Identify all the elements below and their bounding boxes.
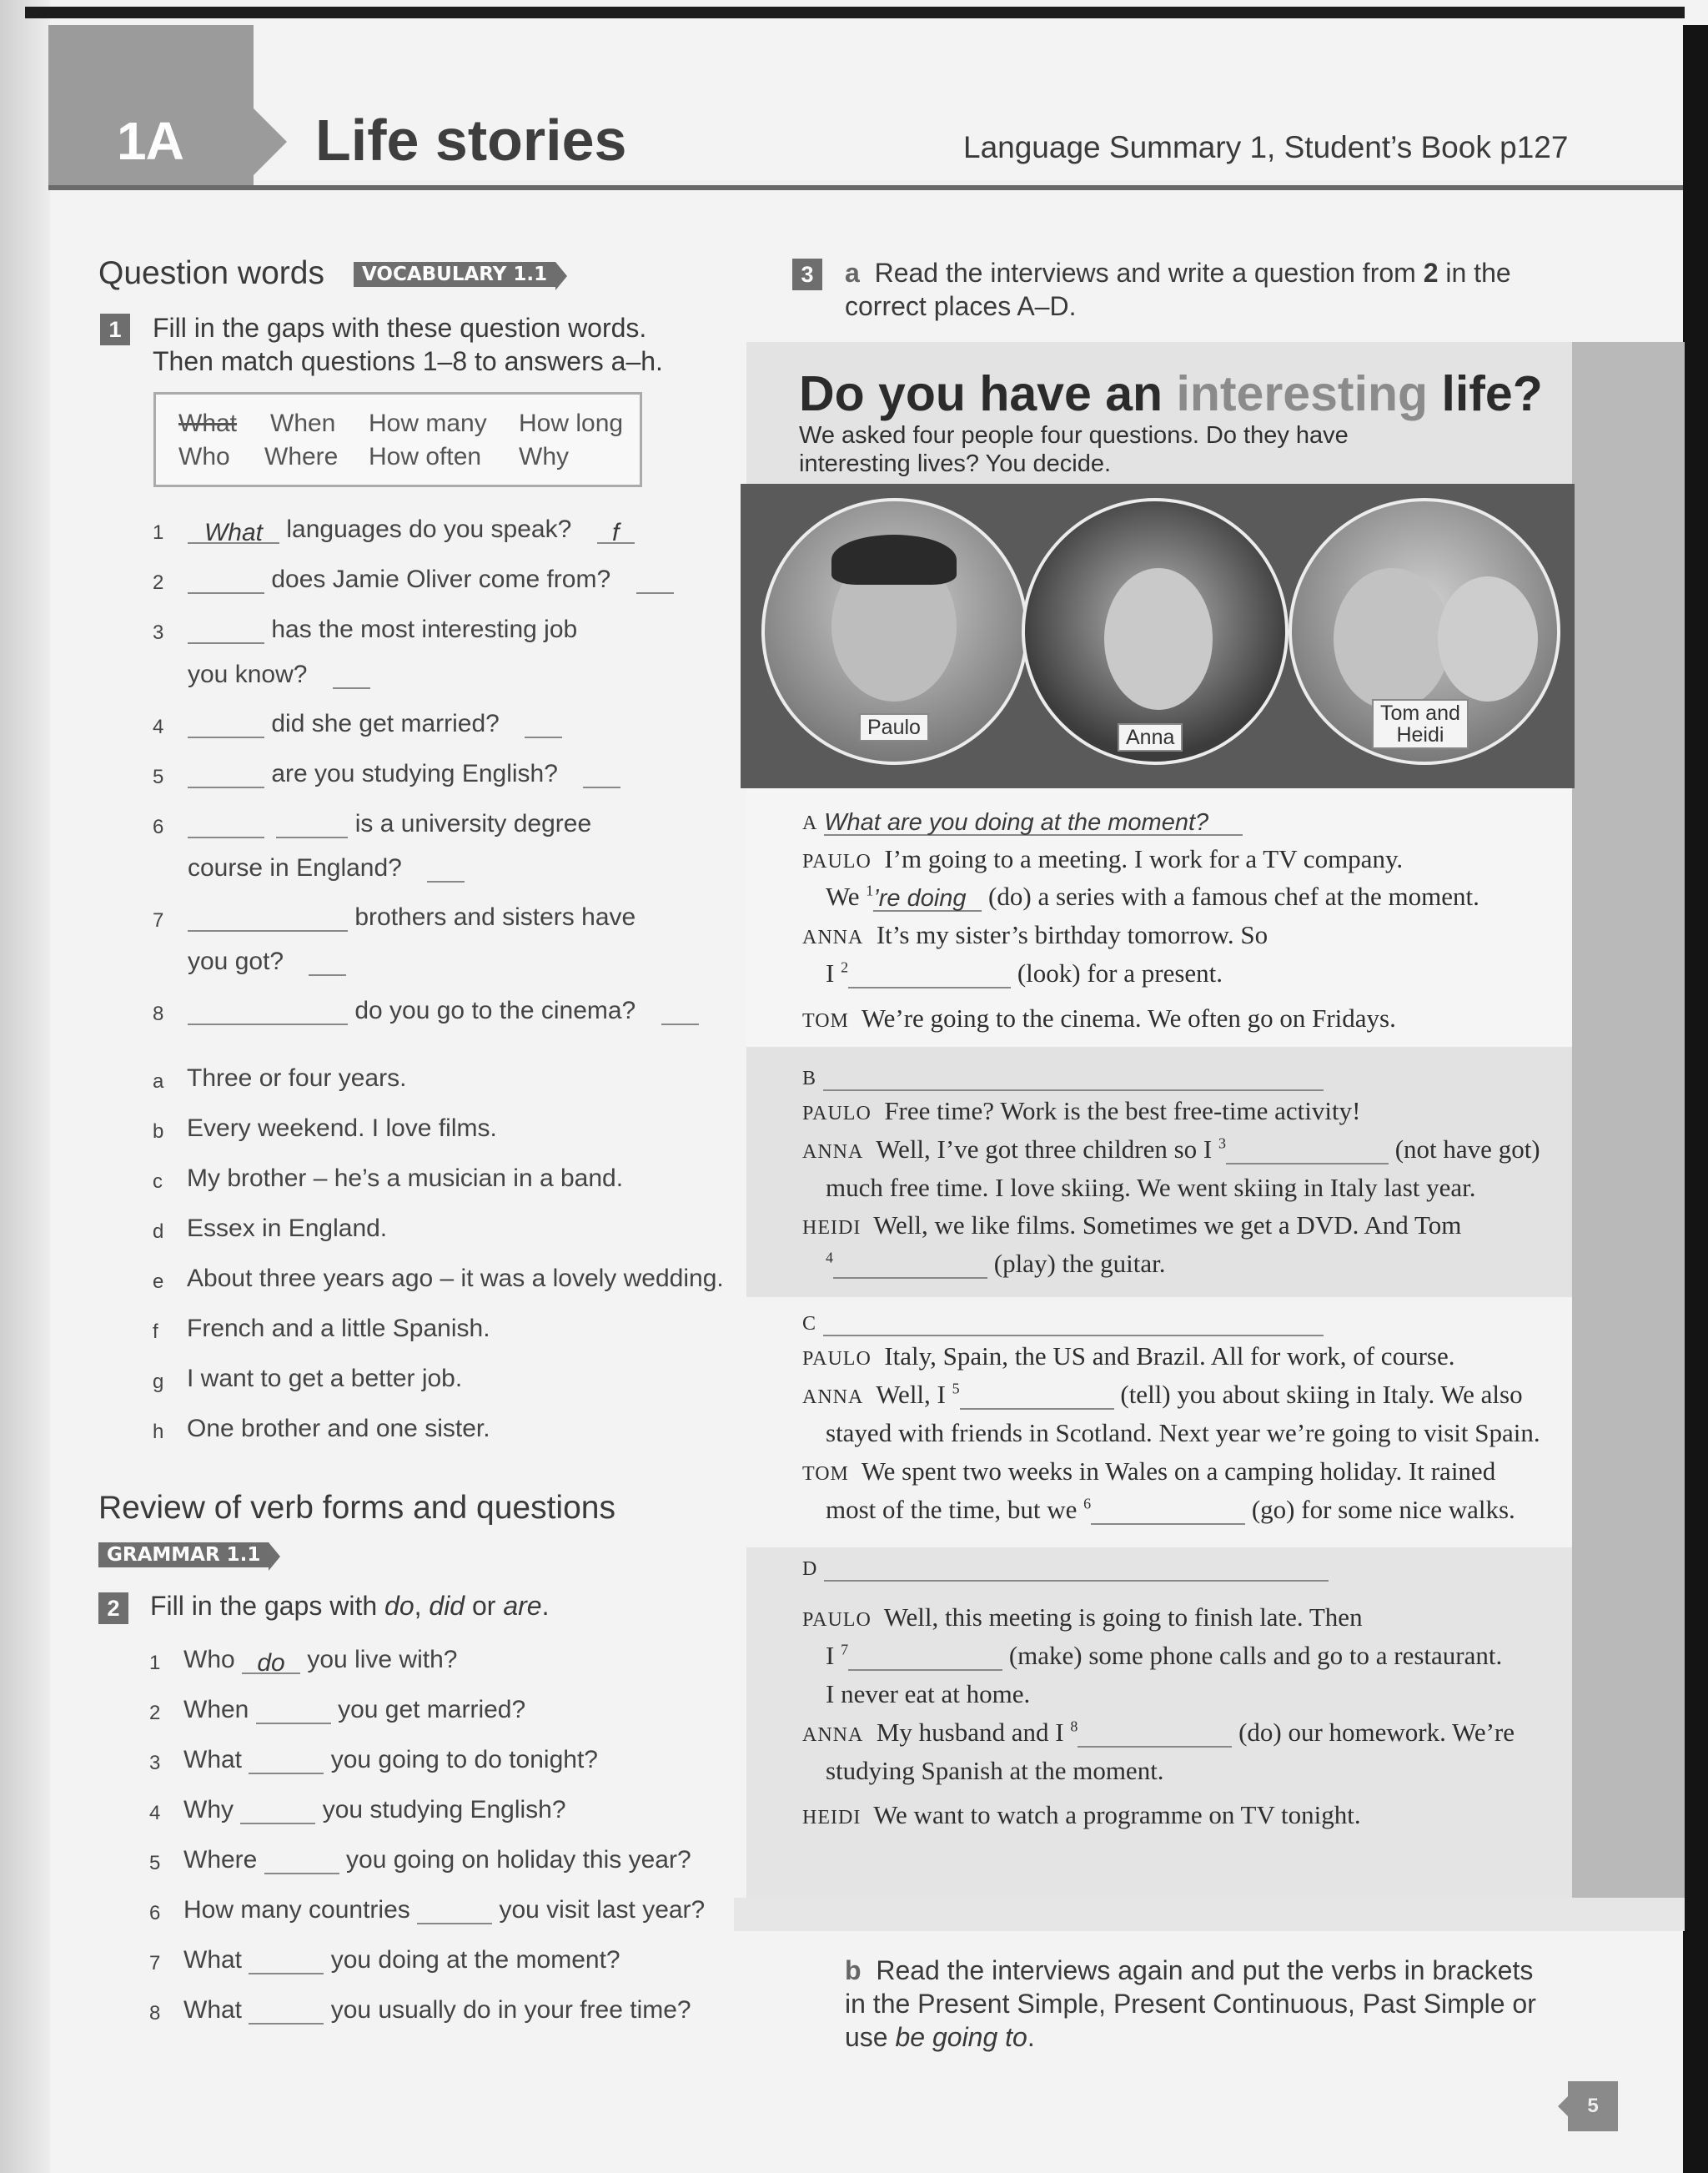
instruction-text: Read the interviews again and put the verbs in brackets (876, 1955, 1534, 1985)
question-text: has the most interesting job (271, 616, 578, 643)
answer-text: About three years ago – it was a lovely wedding. (187, 1265, 724, 1292)
word-box-item: Where (264, 443, 339, 470)
question-text: brothers and sisters have (354, 903, 636, 931)
item-text: Who (183, 1646, 235, 1673)
question-2 (188, 566, 674, 594)
question-text: you know? (188, 661, 308, 688)
match-blank[interactable] (333, 664, 370, 689)
answer-letter: f (153, 1320, 158, 1343)
speaker: ANNA (802, 1724, 864, 1746)
answer-blank[interactable] (188, 907, 348, 932)
label-tom-heidi (1372, 699, 1469, 749)
top-border (25, 7, 1685, 18)
answer-blank[interactable] (264, 1849, 339, 1874)
question-8 (188, 997, 699, 1025)
answer-letter: b (153, 1120, 164, 1143)
answer-blank[interactable] (188, 1000, 348, 1025)
answer-letter: c (153, 1170, 163, 1193)
vocabulary-tag: VOCABULARY 1.1 (354, 262, 555, 287)
line-text: We spent two weeks in Wales on a camping holiday. It rained (861, 1456, 1496, 1486)
instruction-line: Then match questions 1–8 to answers a–h. (153, 346, 663, 376)
question-label: C (802, 1313, 817, 1335)
interview-line (826, 1641, 1502, 1671)
question-label: B (802, 1068, 817, 1089)
item-number: 1 (149, 1652, 161, 1674)
item-text: you going on holiday this year? (346, 1846, 691, 1874)
instruction-text: Fill in the gaps with (150, 1591, 385, 1621)
gap-number: 1 (866, 882, 874, 899)
exercise-1-instruction (153, 311, 663, 378)
question-text: you got? (188, 948, 284, 975)
reference-text: Language Summary 1, Student’s Book p127 (963, 130, 1569, 164)
word-box-item: How long (519, 410, 624, 437)
question-3-cont (188, 661, 370, 689)
line-text: Well, I (876, 1380, 952, 1409)
interview-line (826, 1495, 1515, 1525)
instruction-text: in the (1438, 258, 1511, 288)
speaker: TOM (802, 1010, 849, 1032)
interview-line (802, 1210, 1461, 1240)
line-text: I (826, 958, 841, 988)
answer-text: One brother and one sister. (187, 1415, 490, 1442)
line-text: I never eat at home. (826, 1679, 1031, 1708)
item-text: you live with? (307, 1646, 458, 1673)
instruction-text: did (429, 1591, 465, 1621)
line-text: Free time? Work is the best free-time activity! (884, 1096, 1361, 1125)
interview-line (826, 1173, 1476, 1203)
speaker: PAULO (802, 851, 872, 873)
question-3 (188, 616, 577, 644)
interview-d-question (802, 1552, 1329, 1582)
article-title (799, 365, 1543, 422)
answer-blank[interactable]: What (188, 519, 279, 544)
item-text: you usually do in your free time? (330, 1996, 691, 2024)
grammar-item-5 (183, 1846, 691, 1874)
interview-line (802, 1718, 1515, 1748)
interview-line (802, 1341, 1454, 1371)
instruction-text: 2 (1423, 258, 1439, 288)
question-number: 4 (153, 716, 164, 738)
line-text: I (826, 1641, 841, 1670)
answer-blank[interactable] (256, 1699, 331, 1724)
gap-blank[interactable] (1091, 1500, 1245, 1525)
interview-b-question (802, 1061, 1324, 1091)
answer-letter: a (153, 1070, 164, 1093)
question-text: languages do you speak? (286, 516, 572, 543)
exercise-3-number: 3 (792, 259, 822, 290)
interview-line (802, 1096, 1360, 1126)
instruction-line: in the Present Simple, Present Continuous, Past Simple or (845, 1989, 1536, 2019)
interview-line (802, 1004, 1396, 1034)
match-blank[interactable]: f (597, 519, 635, 544)
line-text: (do) our homework. We’re (1232, 1718, 1515, 1747)
gap-number: 6 (1083, 1495, 1092, 1512)
match-blank[interactable] (583, 763, 620, 788)
exercise-1-number: 1 (100, 314, 130, 345)
hair-shape (831, 535, 957, 585)
grammar-item-4 (183, 1796, 566, 1824)
interview-line (826, 882, 1479, 912)
question-4 (188, 710, 562, 738)
gap-blank[interactable]: ’re doing (873, 885, 982, 912)
word-box-item: Why (519, 443, 569, 470)
interview-line (802, 1134, 1540, 1164)
instruction-text: Read the interviews and write a question from (874, 258, 1424, 288)
item-number: 7 (149, 1952, 161, 1974)
match-blank[interactable] (427, 858, 465, 883)
exercise-3a-instruction (845, 256, 1511, 323)
answer-letter: g (153, 1371, 164, 1393)
answer-blank[interactable] (276, 813, 348, 838)
word-box (153, 392, 642, 487)
title-highlight: interesting (1176, 366, 1429, 421)
item-number: 4 (149, 1802, 161, 1824)
item-text: Why (183, 1796, 234, 1823)
face-shape (1438, 576, 1538, 702)
answer-blank[interactable] (417, 1899, 492, 1924)
item-number: 2 (149, 1702, 161, 1724)
title-text: Do you have an (799, 366, 1177, 421)
answer-text: My brother – he’s a musician in a band. (187, 1164, 624, 1192)
gap-blank[interactable] (833, 1254, 987, 1279)
header-rule (48, 185, 1683, 190)
part-label: b (845, 1955, 862, 1985)
answer-blank[interactable] (249, 1749, 324, 1774)
answer-blank[interactable] (188, 763, 264, 788)
gap-blank[interactable] (1078, 1723, 1232, 1748)
line-text: (tell) you about skiing in Italy. We also (1113, 1380, 1523, 1409)
question-number: 5 (153, 766, 164, 788)
line-text: Well, I’ve got three children so I (876, 1134, 1218, 1164)
page-shadow (0, 0, 50, 2173)
instruction-line: correct places A–D. (845, 291, 1077, 321)
grammar-item-6 (183, 1896, 705, 1924)
page-number: 5 (1568, 2081, 1618, 2131)
line-text: We want to watch a programme on TV tonight. (873, 1800, 1361, 1829)
item-number: 5 (149, 1852, 161, 1874)
match-blank[interactable] (661, 1000, 699, 1025)
grammar-item-7 (183, 1946, 620, 1974)
question-text: course in England? (188, 854, 402, 882)
grammar-item-2 (183, 1696, 525, 1724)
title-text: life? (1428, 366, 1543, 421)
answer-text: I want to get a better job. (187, 1365, 463, 1392)
speaker: HEIDI (802, 1807, 862, 1828)
item-text: you visit last year? (499, 1896, 706, 1924)
item-number: 3 (149, 1752, 161, 1774)
item-number: 8 (149, 2002, 161, 2025)
item-text: What (183, 1996, 243, 2024)
question-blank[interactable] (823, 1311, 1324, 1336)
answer-blank[interactable] (188, 813, 264, 838)
item-text: you studying English? (322, 1796, 566, 1823)
instruction-text: do (384, 1591, 414, 1621)
section-title-question-words: Question words (98, 255, 324, 291)
item-number: 6 (149, 1902, 161, 1924)
page-edge (1683, 25, 1708, 2173)
answer-blank[interactable] (240, 1799, 315, 1824)
line-text: We’re going to the cinema. We often go on Fridays. (861, 1004, 1396, 1033)
item-text: When (183, 1696, 249, 1723)
word-box-item: When (270, 410, 336, 437)
question-7-cont (188, 948, 346, 976)
gap-number: 3 (1218, 1134, 1226, 1152)
gap-number: 7 (841, 1641, 849, 1658)
answer-text: Every weekend. I love films. (187, 1114, 497, 1142)
line-text: (go) for some nice walks. (1245, 1495, 1515, 1524)
question-number: 8 (153, 1003, 164, 1025)
line-text: Well, this meeting is going to finish late. Then (883, 1602, 1363, 1632)
gap-blank[interactable] (848, 963, 1011, 988)
answer-blank[interactable]: do (242, 1649, 300, 1674)
grammar-tag: GRAMMAR 1.1 (98, 1542, 269, 1567)
line-text: (do) a series with a famous chef at the moment. (982, 882, 1479, 911)
answer-text: Three or four years. (187, 1064, 407, 1092)
question-6-cont (188, 854, 465, 883)
interview-line (802, 844, 1403, 874)
interview-line (826, 1418, 1540, 1448)
part-label: a (845, 258, 860, 288)
question-text: are you studying English? (271, 760, 558, 787)
word-box-item: How often (369, 443, 482, 470)
unit-tab-arrow (254, 108, 287, 175)
question-number: 2 (153, 571, 164, 594)
exercise-2-instruction (150, 1589, 549, 1622)
article-subtitle (799, 421, 1349, 478)
gap-number: 5 (952, 1380, 960, 1397)
question-text: did she get married? (271, 710, 500, 737)
interview-line (802, 1602, 1363, 1632)
subtitle-line: We asked four people four questions. Do they have (799, 422, 1349, 449)
page-title: Life stories (315, 108, 627, 173)
question-number: 6 (153, 816, 164, 838)
face-shape (1334, 568, 1450, 710)
question-blank[interactable] (824, 1557, 1329, 1582)
item-text: How many countries (183, 1896, 410, 1924)
interview-c-question (802, 1306, 1324, 1336)
question-number: 1 (153, 521, 164, 544)
exercise-2-number: 2 (98, 1592, 128, 1624)
item-text: What (183, 1746, 243, 1773)
interview-line (802, 1800, 1361, 1830)
question-1 (188, 516, 635, 544)
article-side-stripe (1572, 342, 1685, 1910)
speaker: ANNA (802, 1386, 864, 1408)
grammar-item-1 (183, 1646, 458, 1677)
line-text: (play) the guitar. (987, 1249, 1166, 1278)
speaker: TOM (802, 1463, 849, 1485)
line-text: (not have got) (1388, 1134, 1540, 1164)
line-text: Italy, Spain, the US and Brazil. All for work, of course. (884, 1341, 1455, 1371)
answer-blank[interactable] (188, 569, 264, 594)
speaker: PAULO (802, 1103, 872, 1124)
item-text: Where (183, 1846, 258, 1874)
line-text: My husband and I (876, 1718, 1071, 1747)
gap-number: 2 (841, 958, 849, 976)
line-text: (make) some phone calls and go to a restaurant. (1002, 1641, 1503, 1670)
gap-blank[interactable] (960, 1385, 1114, 1410)
answer-blank[interactable] (188, 619, 264, 644)
instruction-text: be going to (895, 2022, 1027, 2052)
question-blank[interactable] (823, 1066, 1324, 1091)
question-text: do you go to the cinema? (354, 997, 636, 1024)
word-box-item: Who (178, 443, 230, 470)
subtitle-line: interesting lives? You decide. (799, 450, 1112, 477)
line-text: We (826, 882, 867, 911)
line-text: studying Spanish at the moment. (826, 1756, 1164, 1785)
question-6 (188, 810, 591, 838)
item-text: you get married? (338, 1696, 526, 1723)
line-text: most of the time, but we (826, 1495, 1084, 1524)
instruction-text: or (465, 1591, 504, 1621)
interview-line (826, 1249, 1166, 1279)
interview-a-question (802, 806, 1243, 836)
grammar-item-3 (183, 1746, 598, 1774)
gap-number: 4 (826, 1249, 833, 1266)
word-box-item: What (178, 410, 238, 437)
label-line: Heidi (1396, 723, 1444, 747)
gap-number: 8 (1070, 1718, 1078, 1735)
item-text: you doing at the moment? (330, 1946, 620, 1974)
match-blank[interactable] (636, 569, 674, 594)
gap-blank[interactable] (848, 1646, 1002, 1671)
instruction-text: . (1027, 2022, 1035, 2052)
face-shape (1104, 568, 1213, 710)
section-title-verb-forms: Review of verb forms and questions (98, 1490, 615, 1526)
interview-line (826, 1756, 1164, 1786)
exercise-3b-instruction (845, 1954, 1536, 2054)
unit-number: 1A (117, 111, 183, 171)
answer-text: Essex in England. (187, 1215, 388, 1242)
match-blank[interactable] (525, 713, 562, 738)
item-text: you going to do tonight? (330, 1746, 598, 1773)
line-text: stayed with friends in Scotland. Next year we’re going to visit Spain. (826, 1418, 1540, 1447)
speaker: HEIDI (802, 1217, 862, 1239)
interview-line (802, 1456, 1495, 1486)
instruction-text: . (541, 1591, 550, 1621)
line-text: (look) for a present. (1011, 958, 1223, 988)
speaker: ANNA (802, 1141, 864, 1163)
interview-line (802, 1380, 1523, 1410)
question-text: does Jamie Oliver come from? (271, 566, 611, 593)
question-label: D (802, 1558, 818, 1580)
instruction-line: Fill in the gaps with these question words. (153, 313, 647, 343)
question-text: is a university degree (354, 810, 592, 838)
item-text: What (183, 1946, 243, 1974)
word-box-item: How many (369, 410, 487, 437)
instruction-text: use (845, 2022, 896, 2052)
line-text: It’s my sister’s birthday tomorrow. So (876, 920, 1268, 949)
label-anna: Anna (1118, 723, 1183, 752)
speaker: PAULO (802, 1609, 872, 1631)
interview-line (826, 1679, 1030, 1709)
interview-line (802, 920, 1268, 950)
question-7 (188, 903, 635, 932)
question-5 (188, 760, 620, 788)
interview-line (826, 958, 1223, 988)
answer-blank[interactable] (188, 713, 264, 738)
speaker: ANNA (802, 927, 864, 948)
answer-blank[interactable] (249, 1999, 324, 2025)
line-text: I’m going to a meeting. I work for a TV company. (884, 844, 1404, 873)
gap-blank[interactable] (1226, 1139, 1389, 1164)
speaker: PAULO (802, 1348, 872, 1370)
question-blank[interactable]: What are you doing at the moment? (824, 809, 1243, 836)
question-label: A (802, 812, 818, 834)
line-text: Well, we like films. Sometimes we get a DVD. And Tom (873, 1210, 1462, 1240)
label-line: Tom and (1380, 702, 1460, 725)
question-number: 3 (153, 621, 164, 644)
match-blank[interactable] (309, 951, 346, 976)
answer-letter: d (153, 1220, 164, 1243)
grammar-item-8 (183, 1996, 691, 2025)
answer-blank[interactable] (249, 1949, 324, 1974)
line-text: much free time. I love skiing. We went skiing in Italy last year. (826, 1173, 1476, 1202)
answer-text: French and a little Spanish. (187, 1315, 490, 1342)
question-number: 7 (153, 909, 164, 932)
torn-edge (734, 1898, 1685, 1931)
answer-letter: e (153, 1270, 164, 1293)
instruction-text: , (414, 1591, 430, 1621)
answer-letter: h (153, 1421, 164, 1443)
instruction-text: are (503, 1591, 542, 1621)
label-paulo: Paulo (859, 713, 929, 742)
